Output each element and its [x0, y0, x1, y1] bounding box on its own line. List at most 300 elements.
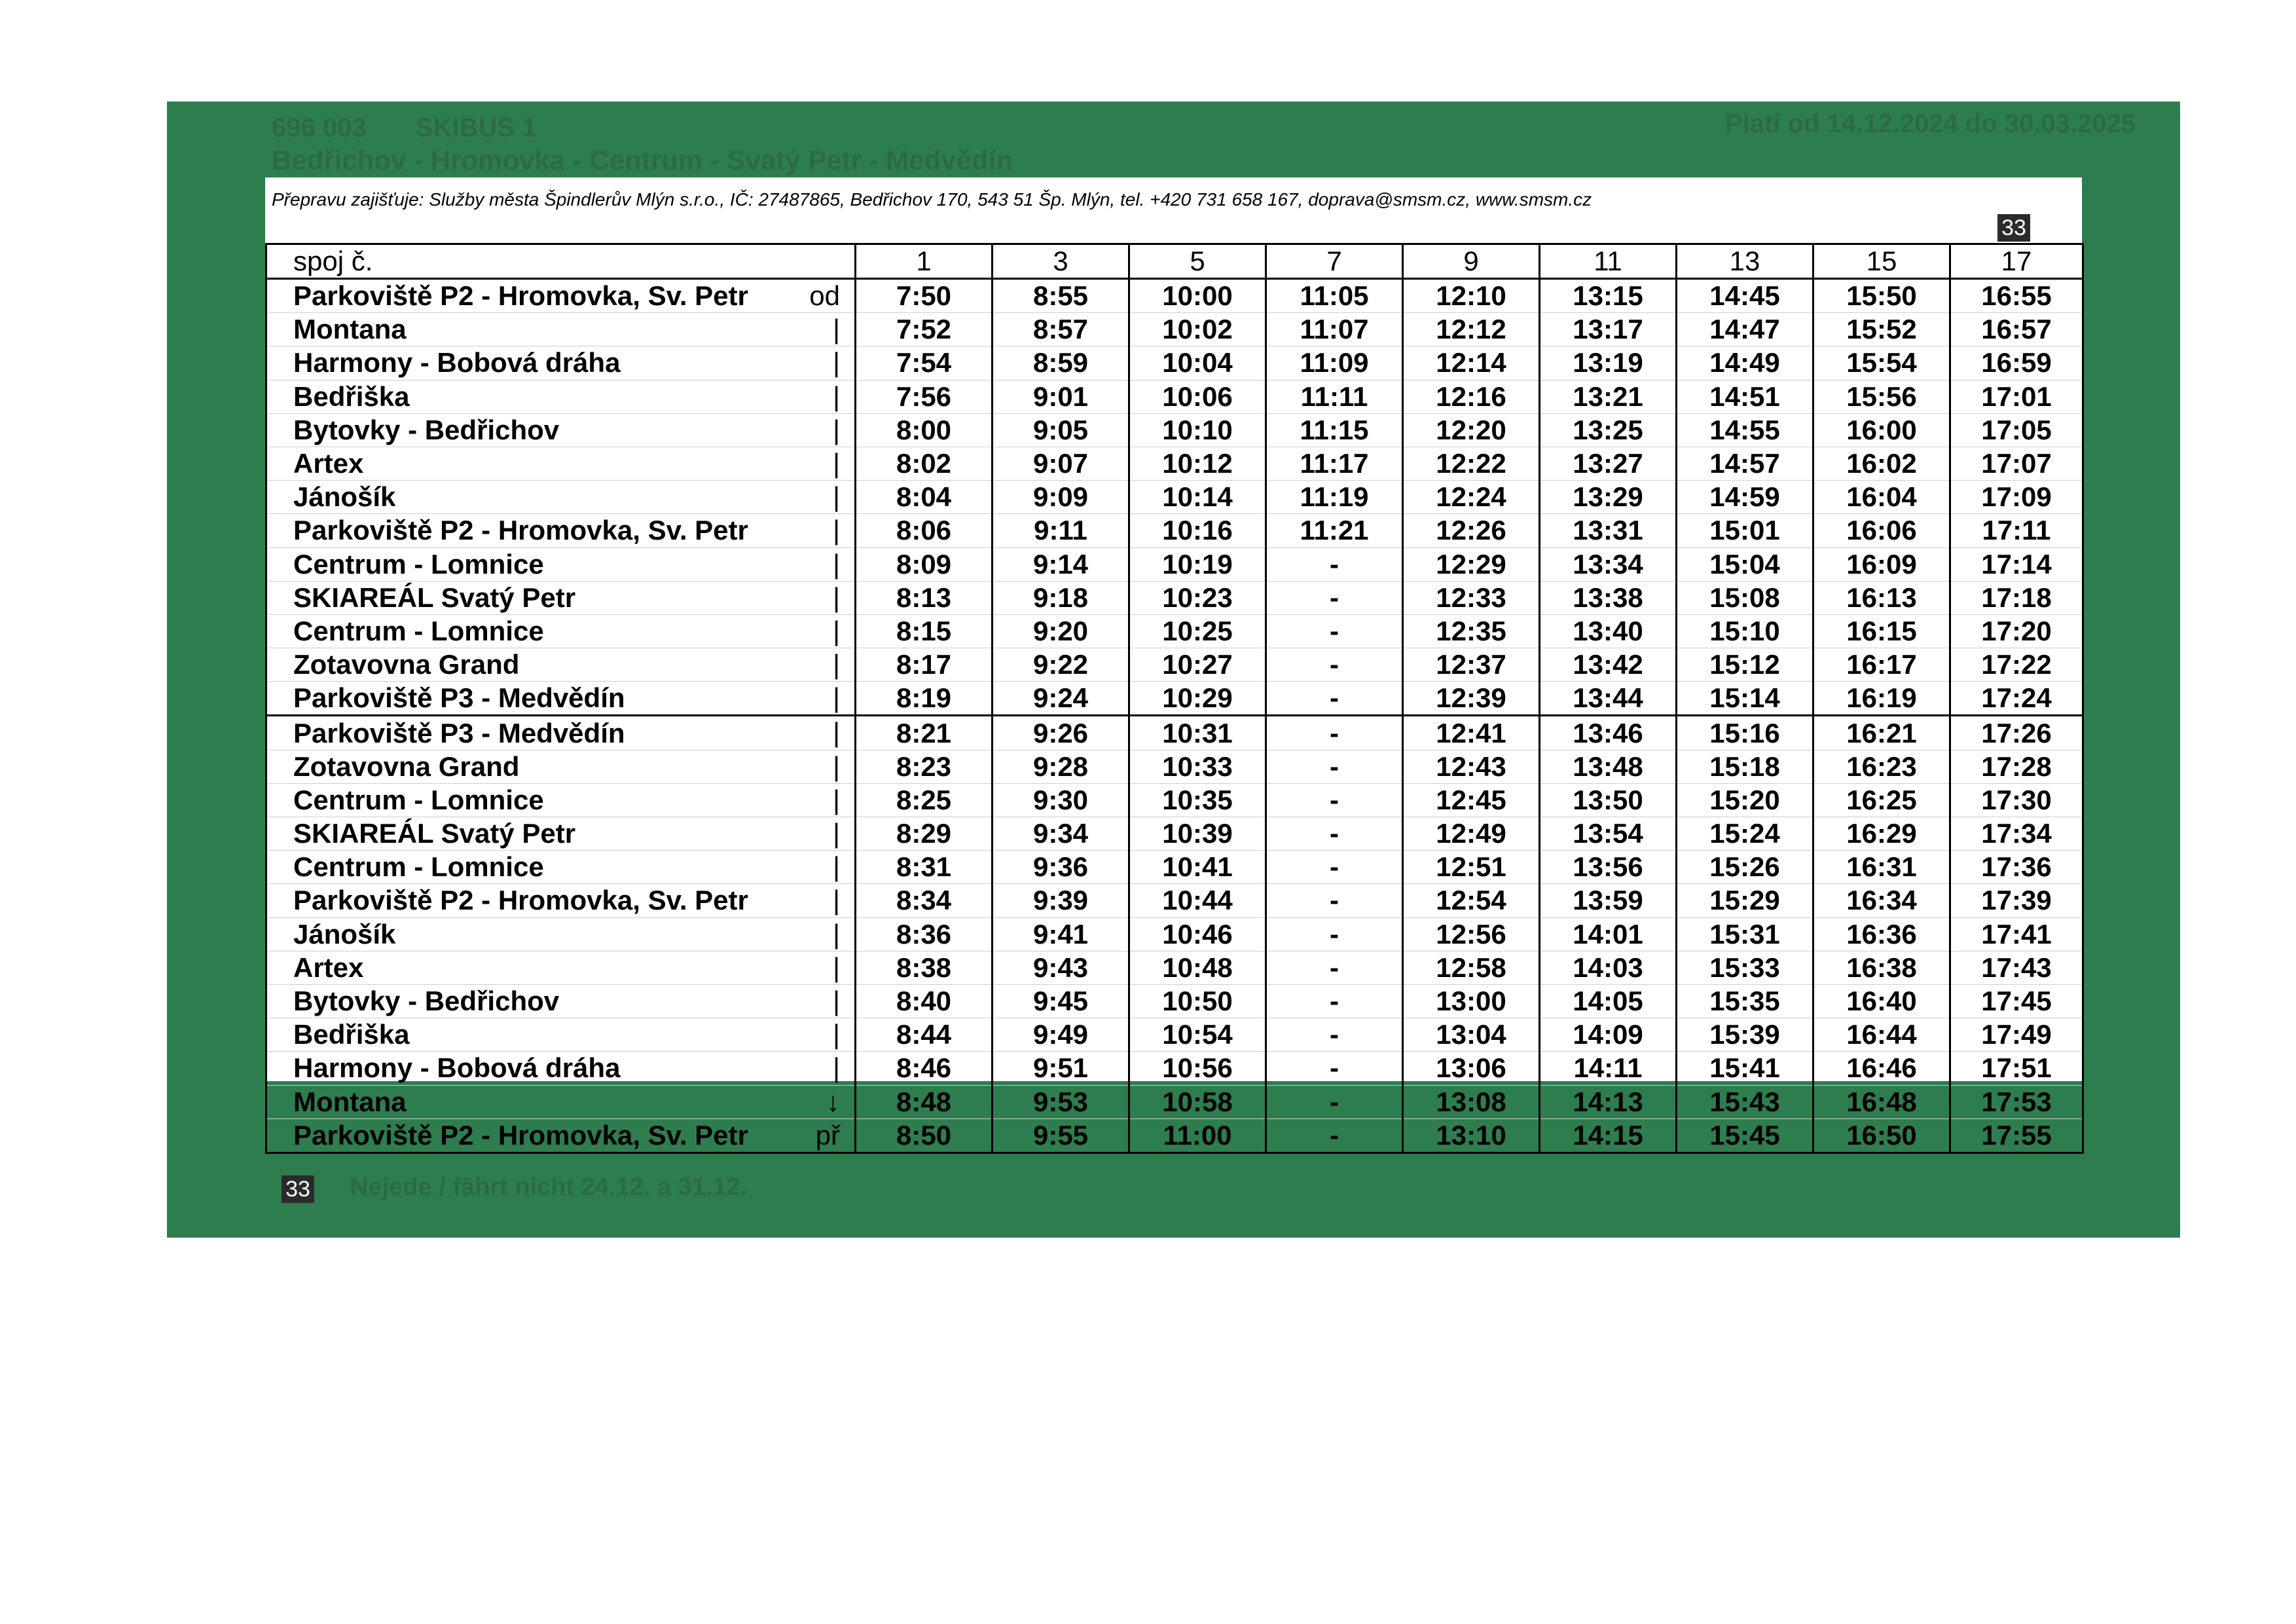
timetable-row	[266, 1018, 2083, 1052]
departure-time: 12:45	[1403, 783, 1540, 817]
departure-time: 9:45	[993, 984, 1129, 1018]
departure-time: 10:58	[1129, 1085, 1266, 1118]
timetable-row	[266, 481, 2083, 514]
direction-marker: |	[833, 682, 840, 714]
route-description: Bedřichov - Hromovka - Centrum - Svatý Petr - Medvědín	[272, 145, 1013, 175]
departure-time: 15:52	[1813, 313, 1950, 346]
direction-marker: |	[833, 818, 840, 849]
departure-time: 16:02	[1813, 447, 1950, 480]
stop-name: Centrum - Lomnice	[293, 851, 544, 883]
departure-time: 16:59	[1950, 346, 2083, 380]
departure-time: 16:34	[1813, 884, 1950, 917]
departure-time: 12:20	[1403, 413, 1540, 447]
departure-time: 13:31	[1540, 514, 1677, 547]
departure-time: -	[1266, 682, 1403, 716]
departure-time: -	[1266, 547, 1403, 581]
departure-time: 10:44	[1129, 884, 1266, 917]
departure-time: 16:48	[1813, 1085, 1950, 1118]
departure-time: -	[1266, 1085, 1403, 1118]
departure-time: 10:50	[1129, 984, 1266, 1018]
timetable-row	[266, 917, 2083, 951]
departure-time: 15:29	[1677, 884, 1813, 917]
departure-time: 8:02	[856, 447, 993, 480]
departure-time: 14:11	[1540, 1052, 1677, 1085]
departure-time: 11:09	[1266, 346, 1403, 380]
direction-marker: |	[833, 885, 840, 916]
timetable-row	[266, 716, 2083, 750]
timetable-row	[266, 614, 2083, 648]
departure-time: 17:55	[1950, 1118, 2083, 1153]
departure-time: 14:03	[1540, 951, 1677, 984]
departure-time: 8:50	[856, 1118, 993, 1153]
departure-time: 17:20	[1950, 614, 2083, 648]
departure-time: 15:10	[1677, 614, 1813, 648]
departure-time: 15:18	[1677, 750, 1813, 783]
footnote-code-badge: 33	[282, 1175, 314, 1203]
departure-time: -	[1266, 648, 1403, 682]
stop-name-cell	[266, 279, 856, 313]
departure-time: 17:51	[1950, 1052, 2083, 1085]
departure-time: 17:14	[1950, 547, 2083, 581]
departure-time: 11:00	[1129, 1118, 1266, 1153]
departure-time: 16:57	[1950, 313, 2083, 346]
stop-name-cell	[266, 750, 856, 783]
departure-time: 8:36	[856, 917, 993, 951]
trip-number: 5	[1129, 244, 1266, 279]
departure-time: 12:37	[1403, 648, 1540, 682]
departure-time: 13:54	[1540, 817, 1677, 851]
departure-time: 10:35	[1129, 783, 1266, 817]
departure-time: 9:49	[993, 1018, 1129, 1052]
departure-time: 9:28	[993, 750, 1129, 783]
departure-time: 15:54	[1813, 346, 1950, 380]
departure-time: 10:46	[1129, 917, 1266, 951]
departure-time: 17:22	[1950, 648, 2083, 682]
departure-time: 9:51	[993, 1052, 1129, 1085]
departure-time: 15:16	[1677, 716, 1813, 750]
departure-time: 10:27	[1129, 648, 1266, 682]
departure-time: 14:49	[1677, 346, 1813, 380]
stop-name-cell	[266, 984, 856, 1018]
departure-time: 16:38	[1813, 951, 1950, 984]
departure-time: 10:54	[1129, 1018, 1266, 1052]
departure-time: 14:51	[1677, 380, 1813, 413]
timetable-row	[266, 817, 2083, 851]
departure-time: 16:19	[1813, 682, 1950, 716]
timetable-row	[266, 581, 2083, 614]
stop-name-cell	[266, 917, 856, 951]
stop-name-cell	[266, 514, 856, 547]
departure-time: 15:39	[1677, 1018, 1813, 1052]
timetable-panel	[167, 101, 2180, 1238]
departure-time: 8:13	[856, 581, 993, 614]
direction-marker: |	[833, 951, 840, 983]
departure-time: 7:50	[856, 279, 993, 313]
departure-time: 15:04	[1677, 547, 1813, 581]
departure-time: 9:36	[993, 851, 1129, 884]
stop-name: Parkoviště P2 - Hromovka, Sv. Petr	[293, 280, 748, 312]
departure-time: 11:11	[1266, 380, 1403, 413]
departure-time: 11:05	[1266, 279, 1403, 313]
departure-time: 16:04	[1813, 481, 1950, 514]
departure-time: 10:06	[1129, 380, 1266, 413]
departure-time: 16:40	[1813, 984, 1950, 1018]
timetable-row	[266, 1085, 2083, 1118]
timetable-row	[266, 1118, 2083, 1153]
timetable-row	[266, 346, 2083, 380]
departure-time: 8:40	[856, 984, 993, 1018]
departure-time: 13:40	[1540, 614, 1677, 648]
stop-name-cell	[266, 413, 856, 447]
departure-time: 17:09	[1950, 481, 2083, 514]
stop-name: Montana	[293, 1086, 407, 1117]
departure-time: 9:39	[993, 884, 1129, 917]
departure-time: 13:38	[1540, 581, 1677, 614]
stop-name-cell	[266, 648, 856, 682]
timetable-row	[266, 380, 2083, 413]
timetable-row	[266, 279, 2083, 313]
departure-time: 13:00	[1403, 984, 1540, 1018]
departure-time: 8:34	[856, 884, 993, 917]
departure-time: 8:46	[856, 1052, 993, 1085]
departure-time: -	[1266, 984, 1403, 1018]
departure-time: 13:10	[1403, 1118, 1540, 1153]
departure-time: 11:15	[1266, 413, 1403, 447]
departure-time: -	[1266, 1018, 1403, 1052]
departure-time: 8:48	[856, 1085, 993, 1118]
departure-time: -	[1266, 783, 1403, 817]
departure-time: 13:08	[1403, 1085, 1540, 1118]
departure-time: 8:59	[993, 346, 1129, 380]
departure-time: 9:53	[993, 1085, 1129, 1118]
departure-time: 13:04	[1403, 1018, 1540, 1052]
stop-name-cell	[266, 1118, 856, 1153]
departure-time: 8:25	[856, 783, 993, 817]
trip-number: 3	[993, 244, 1129, 279]
timetable-row	[266, 547, 2083, 581]
departure-time: 16:09	[1813, 547, 1950, 581]
stop-name: Bytovky - Bedřichov	[293, 414, 560, 445]
departure-time: 12:51	[1403, 851, 1540, 884]
departure-time: 10:39	[1129, 817, 1266, 851]
departure-time: 10:16	[1129, 514, 1266, 547]
stop-name-cell	[266, 851, 856, 884]
stop-name: Jánošík	[293, 481, 396, 513]
departure-time: 16:06	[1813, 514, 1950, 547]
departure-time: 17:41	[1950, 917, 2083, 951]
departure-time: 13:50	[1540, 783, 1677, 817]
departure-time: -	[1266, 851, 1403, 884]
stop-name-cell	[266, 581, 856, 614]
stop-name: Zotavovna Grand	[293, 649, 520, 680]
direction-marker: |	[833, 347, 840, 378]
departure-time: 12:12	[1403, 313, 1540, 346]
direction-marker: |	[833, 985, 840, 1016]
departure-time: 8:04	[856, 481, 993, 514]
departure-time: 12:35	[1403, 614, 1540, 648]
departure-time: 13:17	[1540, 313, 1677, 346]
direction-marker: |	[833, 515, 840, 546]
departure-time: 12:54	[1403, 884, 1540, 917]
departure-time: 17:11	[1950, 514, 2083, 547]
stop-name: Centrum - Lomnice	[293, 784, 544, 815]
departure-time: 15:35	[1677, 984, 1813, 1018]
direction-marker: |	[833, 481, 840, 513]
departure-time: 17:05	[1950, 413, 2083, 447]
stop-name: Harmony - Bobová dráha	[293, 347, 621, 378]
departure-time: 13:06	[1403, 1052, 1540, 1085]
stop-name-cell	[266, 447, 856, 480]
departure-time: 10:04	[1129, 346, 1266, 380]
departure-time: 9:09	[993, 481, 1129, 514]
departure-time: 10:10	[1129, 413, 1266, 447]
departure-time: 16:29	[1813, 817, 1950, 851]
departure-time: 8:09	[856, 547, 993, 581]
departure-time: 10:12	[1129, 447, 1266, 480]
departure-time: 16:55	[1950, 279, 2083, 313]
departure-time: 17:53	[1950, 1085, 2083, 1118]
departure-time: 12:16	[1403, 380, 1540, 413]
departure-time: 12:39	[1403, 682, 1540, 716]
departure-time: 10:41	[1129, 851, 1266, 884]
direction-marker: |	[833, 750, 840, 782]
departure-time: 9:22	[993, 648, 1129, 682]
timetable-row	[266, 514, 2083, 547]
timetable-row	[266, 648, 2083, 682]
departure-time: 13:56	[1540, 851, 1677, 884]
departure-time: 10:33	[1129, 750, 1266, 783]
departure-time: 12:26	[1403, 514, 1540, 547]
direction-marker: |	[833, 851, 840, 883]
direction-marker: |	[833, 918, 840, 950]
departure-time: 10:25	[1129, 614, 1266, 648]
departure-time: 17:39	[1950, 884, 2083, 917]
stop-name-cell	[266, 313, 856, 346]
timetable-row	[266, 682, 2083, 716]
trip-number: 15	[1813, 244, 1950, 279]
stop-name-cell	[266, 346, 856, 380]
departure-time: 9:41	[993, 917, 1129, 951]
departure-time: 8:57	[993, 313, 1129, 346]
departure-time: 8:00	[856, 413, 993, 447]
stop-name: SKIAREÁL Svatý Petr	[293, 818, 576, 849]
departure-time: 13:59	[1540, 884, 1677, 917]
departure-time: 15:20	[1677, 783, 1813, 817]
departure-time: 8:06	[856, 514, 993, 547]
departure-time: 8:55	[993, 279, 1129, 313]
departure-time: 12:56	[1403, 917, 1540, 951]
departure-time: 10:00	[1129, 279, 1266, 313]
departure-time: 17:18	[1950, 581, 2083, 614]
departure-time: 17:43	[1950, 951, 2083, 984]
departure-time: 8:29	[856, 817, 993, 851]
departure-time: 17:49	[1950, 1018, 2083, 1052]
departure-time: 9:11	[993, 514, 1129, 547]
direction-marker: |	[833, 380, 840, 412]
stop-name: Centrum - Lomnice	[293, 548, 544, 580]
departure-time: 15:14	[1677, 682, 1813, 716]
departure-time: 16:36	[1813, 917, 1950, 951]
departure-time: 13:19	[1540, 346, 1677, 380]
stop-name: Bedřiška	[293, 380, 410, 412]
departure-time: 10:29	[1129, 682, 1266, 716]
stop-name-cell	[266, 783, 856, 817]
departure-time: 15:41	[1677, 1052, 1813, 1085]
departure-time: 8:17	[856, 648, 993, 682]
departure-time: 9:26	[993, 716, 1129, 750]
departure-time: 15:43	[1677, 1085, 1813, 1118]
departure-time: 16:15	[1813, 614, 1950, 648]
timetable-row	[266, 1052, 2083, 1085]
departure-time: 15:45	[1677, 1118, 1813, 1153]
departure-time: 15:08	[1677, 581, 1813, 614]
departure-time: 12:41	[1403, 716, 1540, 750]
departure-time: 12:49	[1403, 817, 1540, 851]
trip-number-label: spoj č.	[266, 244, 856, 279]
departure-time: 10:56	[1129, 1052, 1266, 1085]
departure-time: 8:44	[856, 1018, 993, 1052]
stop-name-cell	[266, 817, 856, 851]
direction-marker: |	[833, 1019, 840, 1050]
departure-time: 16:17	[1813, 648, 1950, 682]
departure-time: 16:46	[1813, 1052, 1950, 1085]
departure-time: 15:56	[1813, 380, 1950, 413]
departure-time: 9:14	[993, 547, 1129, 581]
departure-time: 16:31	[1813, 851, 1950, 884]
stop-name: Parkoviště P3 - Medvědín	[293, 717, 625, 748]
stop-name: Montana	[293, 314, 407, 345]
stop-name-cell	[266, 380, 856, 413]
departure-time: -	[1266, 614, 1403, 648]
departure-time: 7:54	[856, 346, 993, 380]
departure-time: 11:17	[1266, 447, 1403, 480]
departure-time: 8:19	[856, 682, 993, 716]
departure-time: 13:46	[1540, 716, 1677, 750]
restriction-code-badge: 33	[1997, 214, 2030, 242]
departure-time: 10:31	[1129, 716, 1266, 750]
departure-time: 8:31	[856, 851, 993, 884]
trip-number: 7	[1266, 244, 1403, 279]
timetable-row	[266, 951, 2083, 984]
departure-time: 13:25	[1540, 413, 1677, 447]
departure-time: 16:50	[1813, 1118, 1950, 1153]
stop-name: Harmony - Bobová dráha	[293, 1052, 621, 1084]
departure-time: 17:26	[1950, 716, 2083, 750]
departure-time: 17:24	[1950, 682, 2083, 716]
departure-time: 9:24	[993, 682, 1129, 716]
departure-time: -	[1266, 581, 1403, 614]
timetable-row	[266, 884, 2083, 917]
line-name: SKIBUS 1	[416, 113, 537, 142]
timetable-row	[266, 313, 2083, 346]
departure-time: 14:01	[1540, 917, 1677, 951]
direction-marker: |	[833, 784, 840, 815]
timetable-table	[265, 243, 2084, 1154]
trip-number: 17	[1950, 244, 2083, 279]
table-header-row	[266, 244, 2083, 279]
departure-time: 10:19	[1129, 547, 1266, 581]
departure-time: -	[1266, 716, 1403, 750]
stop-name-cell	[266, 614, 856, 648]
departure-time: 15:31	[1677, 917, 1813, 951]
departure-time: 9:55	[993, 1118, 1129, 1153]
departure-time: 14:05	[1540, 984, 1677, 1018]
departure-time: 14:57	[1677, 447, 1813, 480]
stop-name-cell	[266, 682, 856, 716]
departure-time: 12:33	[1403, 581, 1540, 614]
departure-time: 9:05	[993, 413, 1129, 447]
departure-time: 16:21	[1813, 716, 1950, 750]
trip-number: 9	[1403, 244, 1540, 279]
timetable-row	[266, 984, 2083, 1018]
departure-time: 15:50	[1813, 279, 1950, 313]
departure-time: -	[1266, 951, 1403, 984]
route-number: 696 003	[272, 113, 367, 142]
departure-time: 8:21	[856, 716, 993, 750]
direction-marker: |	[833, 581, 840, 613]
trip-number: 13	[1677, 244, 1813, 279]
direction-marker: |	[833, 414, 840, 445]
departure-time: 17:45	[1950, 984, 2083, 1018]
departure-time: 9:30	[993, 783, 1129, 817]
timetable-row	[266, 413, 2083, 447]
departure-time: 12:22	[1403, 447, 1540, 480]
departure-time: 14:45	[1677, 279, 1813, 313]
timetable-sheet	[265, 177, 2082, 1151]
departure-time: 13:21	[1540, 380, 1677, 413]
departure-time: 16:00	[1813, 413, 1950, 447]
departure-time: 15:26	[1677, 851, 1813, 884]
departure-time: 13:15	[1540, 279, 1677, 313]
departure-time: 16:13	[1813, 581, 1950, 614]
departure-time: 17:36	[1950, 851, 2083, 884]
trip-number: 11	[1540, 244, 1677, 279]
departure-time: -	[1266, 884, 1403, 917]
departure-time: 16:44	[1813, 1018, 1950, 1052]
stop-name: Parkoviště P2 - Hromovka, Sv. Petr	[293, 515, 748, 546]
direction-marker: |	[833, 314, 840, 345]
departure-time: 14:55	[1677, 413, 1813, 447]
departure-time: 13:29	[1540, 481, 1677, 514]
departure-time: 9:20	[993, 614, 1129, 648]
timetable-row	[266, 783, 2083, 817]
departure-time: 9:43	[993, 951, 1129, 984]
departure-time: 11:07	[1266, 313, 1403, 346]
departure-time: 16:25	[1813, 783, 1950, 817]
stop-name-cell	[266, 1052, 856, 1085]
stop-name: Jánošík	[293, 918, 396, 950]
stop-name-cell	[266, 481, 856, 514]
departure-time: 17:01	[1950, 380, 2083, 413]
departure-time: 12:24	[1403, 481, 1540, 514]
departure-time: 9:01	[993, 380, 1129, 413]
direction-marker: př	[815, 1119, 840, 1151]
direction-marker: |	[833, 1052, 840, 1084]
departure-time: 11:21	[1266, 514, 1403, 547]
timetable-row	[266, 851, 2083, 884]
footnote-text: Nejede / fährt nicht 24.12. a 31.12.	[350, 1173, 748, 1201]
departure-time: 12:43	[1403, 750, 1540, 783]
departure-time: 7:56	[856, 380, 993, 413]
stop-name-cell	[266, 884, 856, 917]
stop-name-cell	[266, 951, 856, 984]
stop-name: Parkoviště P3 - Medvědín	[293, 682, 625, 714]
stop-name: Centrum - Lomnice	[293, 615, 544, 646]
departure-time: 9:18	[993, 581, 1129, 614]
departure-time: 12:58	[1403, 951, 1540, 984]
timetable-row	[266, 447, 2083, 480]
down-arrow-icon: ↓	[826, 1086, 840, 1117]
